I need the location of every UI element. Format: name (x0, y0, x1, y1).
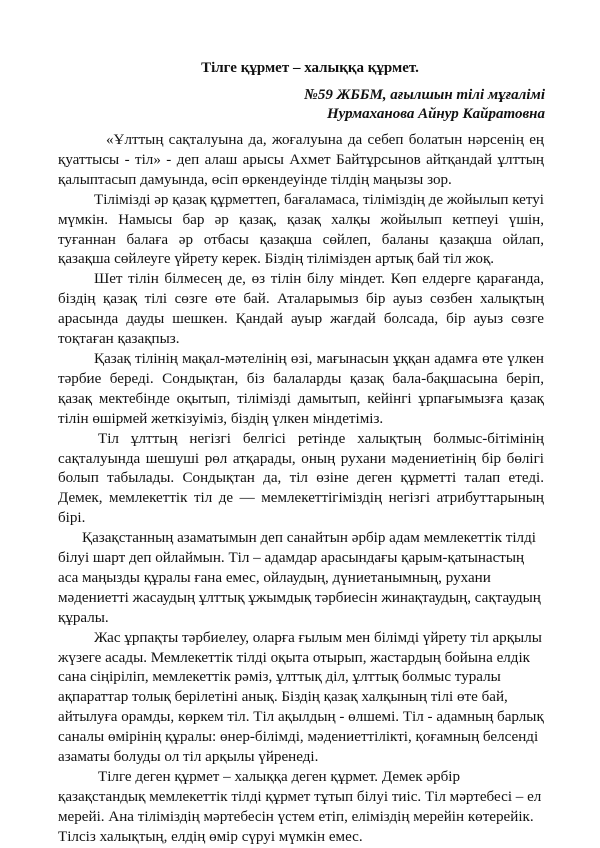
paragraph: Тілге деген құрмет – халыққа деген құрмет. Демек әрбір қазақстандық мемлекеттік тілді құрмет тұтып білуі тиіс. Тіл мәртебесі – ел мерейі. Ана тіліміздің мәртебесін үстем етіп, еліміздің мерейін көтерейік. Тілсіз халықтың, елдің өмір сүруі мүмкін емес. (58, 769, 542, 845)
paragraph: Қазақстанның азаматымын деп санайтын әрбір адам мемлекеттік тілді білуі шарт деп ойлаймын. Тіл – адамдар арасындағы қарым-қатынастың аса маңызды құралы ғана емес, ойлаудың, дүниетанымның, рухани мәдениетті жасаудың ұлттық ұжымдық тәрбиесін жинақтаудың, сақтаудың құралы. (58, 530, 541, 626)
paragraph: Шет тілін білмесең де, өз тілін білу міндет. Көп елдерге қарағанда, біздің қазақ тілі сөзге өте бай. Аталарымыз бір ауыз сөзбен халықтың арасында дауды шешкен. Қандай ауыр жағдай болсада, бір ауыз сөзге тоқтаған қазақпыз. (58, 271, 544, 348)
paragraph: Қазақ тілінің мақал-мәтелінің өзі, мағынасын ұққан адамға өте үлкен тәрбие береді. Сондықтан, біз балаларды қазақ бала-бақшасына беріп, қазақ мектебінде оқытып, тілімізді дамытып, кейінгі ұрпағымызға қазақ тілін өшірмей жеткізуіміз, біздің үлкен міндетіміз. (58, 350, 544, 427)
document-title: Тілге құрмет – халыққа құрмет. (201, 60, 419, 76)
paragraph: Тілімізді әр қазақ құрметтеп, бағаламаса, тілімiздің де жойылып кетуі мүмкін. Намысы бар әр қазақ, қазақ халқы жойылып кетпеуі үшін, туғаннан балаға әр отбасы қазақша сөйлеп, баланы қазақша ойлап, қазақша сөйлеуге үйрету керек. Біздің тілімізден артық бай тіл жоқ. (58, 191, 544, 268)
paragraph: «Ұлттың сақталуына да, жоғалуына да себеп болатын нәрсенің ең қуаттысы - тіл» - деп алаш арысы Ахмет Байтұрсынов айтқандай ұлттың қалыптасып дамуында, өсіп өркендеуінде тілдің маңызы зор. (58, 132, 544, 188)
paragraph: Жас ұрпақты тәрбиелеу, оларға ғылым мен білімді үйрету тіл арқылы жүзеге асады. Мемлекеттік тілді оқыта отырып, жастардың бойына елдік сана сіңіріліп, мемлекеттік рәміз, ұлттық діл, ұлттық болмыс туралы ақпараттар толық берілетіні анық. Біздің қазақ халқының тілі өте бай, айтылуға орамды, көркем тіл. Тіл ақылдың - өлшемі. Тіл - адамның барлық саналы өмірінің құралы: өнер-білімді, мәдениеттілікті, қоғамның белсенді азаматы болуды ол тіл арқылы үйренеді. (58, 629, 544, 766)
author-affiliation: №59 ЖББМ, ағылшын тілі мұғалімі (304, 87, 545, 103)
document-body (58, 131, 544, 848)
paragraph: Тіл ұлттың негізгі белгісі ретінде халықтың болмыс-бітімінің сақталуында шешуші рөл атқарады, оның рухани мәдениетінің бір бөлігі болып табылады. Сондықтан да, тіл өзіне деген құрметті талап етеді. Демек, мемлекеттік тіл де — мемлекеттігіміздің негізгі атрибуттарының бірі. (58, 430, 544, 527)
author-name: Нурмаханова Айнур Кайратовна (326, 106, 545, 122)
